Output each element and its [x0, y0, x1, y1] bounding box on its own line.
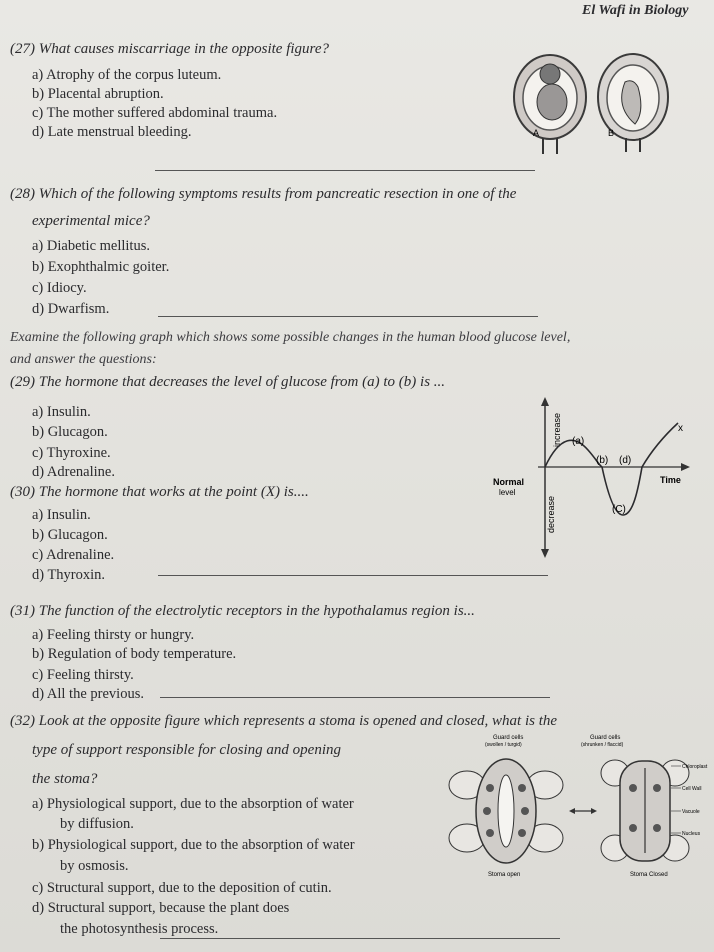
- q27-option-d[interactable]: d) Late menstrual bleeding.: [32, 124, 192, 140]
- intro-line2: and answer the questions:: [10, 352, 157, 367]
- q28-option-a[interactable]: a) Diabetic mellitus.: [32, 238, 150, 254]
- stoma-open-label: Stoma open: [488, 872, 521, 878]
- decrease-label: decrease: [546, 495, 556, 533]
- guard-open-sub: (swollen / turgid): [485, 742, 522, 748]
- chloroplast-label: Chloroplast: [682, 764, 708, 770]
- question-30: (30) The hormone that works at the point (X) is....: [10, 484, 309, 500]
- stoma-closed-label: Stoma Closed: [630, 872, 668, 878]
- point-b-label: (b): [596, 455, 609, 466]
- figure-label-b: B: [608, 128, 615, 138]
- q27-option-c[interactable]: c) The mother suffered abdominal trauma.: [32, 105, 278, 121]
- arrow-down-icon: [541, 549, 549, 558]
- guard-closed-sub: (shrunken / flaccid): [581, 742, 624, 748]
- cell-wall-label: Cell Wall: [682, 786, 702, 792]
- q29-option-c[interactable]: c) Thyroxine.: [32, 445, 111, 461]
- q31-option-a[interactable]: a) Feeling thirsty or hungry.: [32, 627, 195, 643]
- q29-option-a[interactable]: a) Insulin.: [32, 404, 91, 420]
- q32-option-a[interactable]: a) Physiological support, due to the absorption of water: [32, 796, 354, 812]
- arrow-right-icon: [591, 808, 597, 814]
- q29-option-b[interactable]: b) Glucagon.: [32, 424, 108, 440]
- intro-line1: Examine the following graph which shows some possible changes in the human blood glucose level,: [10, 330, 571, 345]
- point-d-label: (d): [619, 455, 632, 466]
- separator: [160, 938, 560, 939]
- stoma-figure: [445, 733, 713, 883]
- q32-option-d-cont: the photosynthesis process.: [60, 921, 219, 937]
- q32-option-a-cont: by diffusion.: [60, 816, 134, 832]
- q31-option-c[interactable]: c) Feeling thirsty.: [32, 667, 134, 683]
- q31-option-b[interactable]: b) Regulation of body temperature.: [32, 646, 237, 662]
- nucleus-label: Nucleus: [682, 831, 701, 837]
- point-x-label: x: [678, 423, 683, 434]
- guard-open-label: Guard cells: [493, 735, 524, 741]
- separator: [160, 697, 550, 698]
- figure-label-a: A: [533, 128, 540, 138]
- page-header: El Wafi in Biology: [582, 3, 689, 18]
- q30-option-a[interactable]: a) Insulin.: [32, 507, 91, 523]
- glucose-graph: [490, 395, 700, 560]
- separator: [158, 316, 538, 317]
- q27-option-b[interactable]: b) Placental abruption.: [32, 86, 164, 102]
- question-32-line1: (32) Look at the opposite figure which represents a stoma is opened and closed, what is the: [10, 713, 558, 729]
- question-27: (27) What causes miscarriage in the opposite figure?: [10, 41, 329, 57]
- q32-option-c[interactable]: c) Structural support, due to the deposition of cutin.: [32, 880, 332, 896]
- normal-label: Normal: [493, 477, 525, 487]
- separator: [155, 170, 535, 171]
- q31-option-d[interactable]: d) All the previous.: [32, 686, 144, 702]
- stoma-open-drawing: [449, 759, 563, 863]
- q32-option-b[interactable]: b) Physiological support, due to the absorption of water: [32, 837, 355, 853]
- level-label: level: [499, 488, 516, 497]
- q30-option-b[interactable]: b) Glucagon.: [32, 527, 108, 543]
- point-c-label: (C): [612, 504, 626, 515]
- glucose-curve: [545, 423, 678, 515]
- separator: [158, 575, 548, 576]
- q29-option-d[interactable]: d) Adrenaline.: [32, 464, 115, 480]
- time-label: Time: [660, 475, 681, 485]
- q32-option-d[interactable]: d) Structural support, because the plant does: [32, 900, 290, 916]
- uterus-figure: [505, 42, 675, 162]
- increase-label: increase: [552, 412, 562, 447]
- question-28-line1: (28) Which of the following symptoms results from pancreatic resection in one of the: [10, 186, 517, 202]
- guard-closed-label: Guard cells: [590, 735, 621, 741]
- uterus-a: [514, 55, 586, 154]
- arrow-right-icon: [681, 463, 690, 471]
- question-29: (29) The hormone that decreases the level of glucose from (a) to (b) is ...: [10, 374, 446, 390]
- q30-option-c[interactable]: c) Adrenaline.: [32, 547, 115, 563]
- question-32-line3: the stoma?: [32, 771, 98, 787]
- question-32-line2: type of support responsible for closing and opening: [32, 742, 342, 758]
- stoma-closed-drawing: [601, 760, 689, 861]
- q27-option-a[interactable]: a) Atrophy of the corpus luteum.: [32, 67, 222, 83]
- q32-option-b-cont: by osmosis.: [60, 858, 129, 874]
- q28-option-b[interactable]: b) Exophthalmic goiter.: [32, 259, 170, 275]
- point-a-label: (a): [572, 436, 585, 447]
- arrow-left-icon: [569, 808, 575, 814]
- q28-option-d[interactable]: d) Dwarfism.: [32, 301, 110, 317]
- question-31: (31) The function of the electrolytic receptors in the hypothalamus region is...: [10, 603, 475, 619]
- arrow-up-icon: [541, 397, 549, 406]
- q28-option-c[interactable]: c) Idiocy.: [32, 280, 87, 296]
- question-28-line2: experimental mice?: [32, 213, 150, 229]
- vacuole-label: Vacuole: [682, 809, 700, 815]
- q30-option-d[interactable]: d) Thyroxin.: [32, 567, 106, 583]
